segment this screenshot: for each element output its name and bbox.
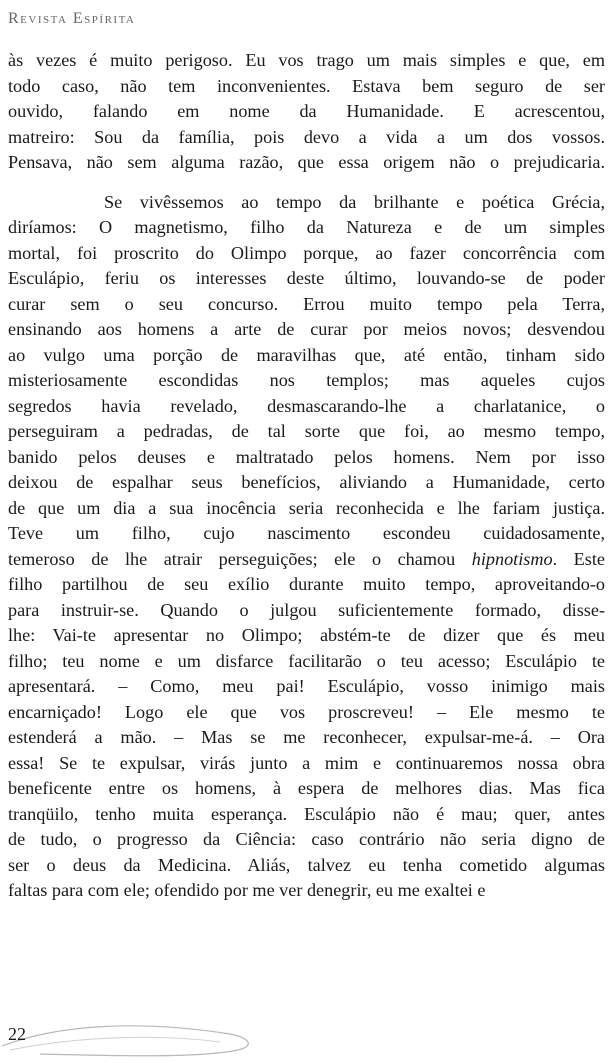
text-line: ensinando aos homens a arte de curar por meios novos; desvendou xyxy=(8,319,605,339)
text-line: Esculápio, feriu os interesses deste último, louvando-se de poder xyxy=(8,268,605,288)
text-line xyxy=(8,190,605,216)
text-line: beneficente entre os homens, à espera de melhores dias. Mas fica xyxy=(8,778,605,798)
text-line: curar sem o seu concurso. Errou muito tempo pela Terra, xyxy=(8,293,605,314)
text-line: ouvido, falando em nome da Humanidade. E acrescentou, xyxy=(8,101,605,121)
paragraph-2 xyxy=(8,190,605,904)
text-line: lhe: Vai-te apresentar no Olimpo; abstém-te de dizer que és meu xyxy=(8,625,605,645)
text-line: filho; teu nome e um disfarce facilitarão o teu acesso; Esculápio te xyxy=(8,650,605,671)
text-line: essa! Se te expulsar, virás junto a mim e continuaremos nossa obra xyxy=(8,752,605,773)
text-line: encarniçado! Logo ele que vos proscreveu! – Ele mesmo te xyxy=(8,701,605,722)
text-line: diríamos: O magnetismo, filho da Natureza e de um simples xyxy=(8,217,605,237)
text-line: segredos havia revelado, desmascarando-lhe a charlatanice, o xyxy=(8,395,605,416)
text-line-content: Se vivêssemos ao tempo da brilhante e poética Grécia, xyxy=(104,191,605,212)
text-line: todo caso, não tem inconvenientes. Estava bem seguro de ser xyxy=(8,75,605,96)
text-line: ser o deus da Medicina. Aliás, talvez eu tenha cometido algumas xyxy=(8,854,605,875)
text-line: misteriosamente escondidas nos templos; mas aqueles cujos xyxy=(8,370,605,390)
text-line: ao vulgo uma porção de maravilhas que, até então, tinham sido xyxy=(8,344,605,365)
text-line: tranqüilo, tenho muita esperança. Esculápio não é mau; quer, antes xyxy=(8,803,605,824)
text-line: perseguiram a pedradas, de tal sorte que foi, ao mesmo tempo, xyxy=(8,421,605,441)
text-line: para instruir-se. Quando o julgou suficientemente formado, disse- xyxy=(8,599,605,620)
text-line: matreiro: Sou da família, pois devo a vida a um dos vossos. xyxy=(8,126,605,147)
running-title: Revista Espírita xyxy=(8,10,136,27)
text-line: apresentará. – Como, meu pai! Esculápio, vosso inimigo mais xyxy=(8,676,605,696)
text-segment: . Este xyxy=(552,548,605,569)
text-line: deixou de espalhar seus benefícios, aliviando a Humanidade, certo xyxy=(8,472,605,492)
decorative-swash-ornament xyxy=(0,1016,260,1063)
text-line: estenderá a mão. – Mas se me reconhecer, expulsar-me-á. – Ora xyxy=(8,727,605,747)
text-segment: temeroso de lhe atrair perseguições; ele o chamou xyxy=(8,548,472,569)
emphasized-term: hipnotismo xyxy=(471,548,553,569)
text-line: filho partilhou de seu exílio durante muito tempo, aproveitando-o xyxy=(8,574,605,594)
text-line: mortal, foi proscrito do Olimpo porque, ao fazer concorrência com xyxy=(8,242,605,263)
text-line xyxy=(8,547,605,573)
text-line: Pensava, não sem alguma razão, que essa origem não o prejudicaria. xyxy=(8,152,605,172)
text-line: faltas para com ele; ofendido por me ver denegrir, eu me exaltei e xyxy=(8,880,486,900)
text-line: de que um dia a sua inocência seria reconhecida e lhe fariam justiça. xyxy=(8,497,605,518)
text-line: de tudo, o progresso da Ciência: caso contrário não seria digno de xyxy=(8,829,605,849)
text-line: banido pelos deuses e maltratado pelos homens. Nem por isso xyxy=(8,446,605,467)
text-line: às vezes é muito perigoso. Eu vos trago um mais simples e que, em xyxy=(8,50,605,70)
page-number: 22 xyxy=(8,1024,26,1044)
page-body xyxy=(8,48,605,904)
paragraph-1 xyxy=(8,48,605,176)
text-line: Teve um filho, cujo nascimento escondeu cuidadosamente, xyxy=(8,523,605,543)
